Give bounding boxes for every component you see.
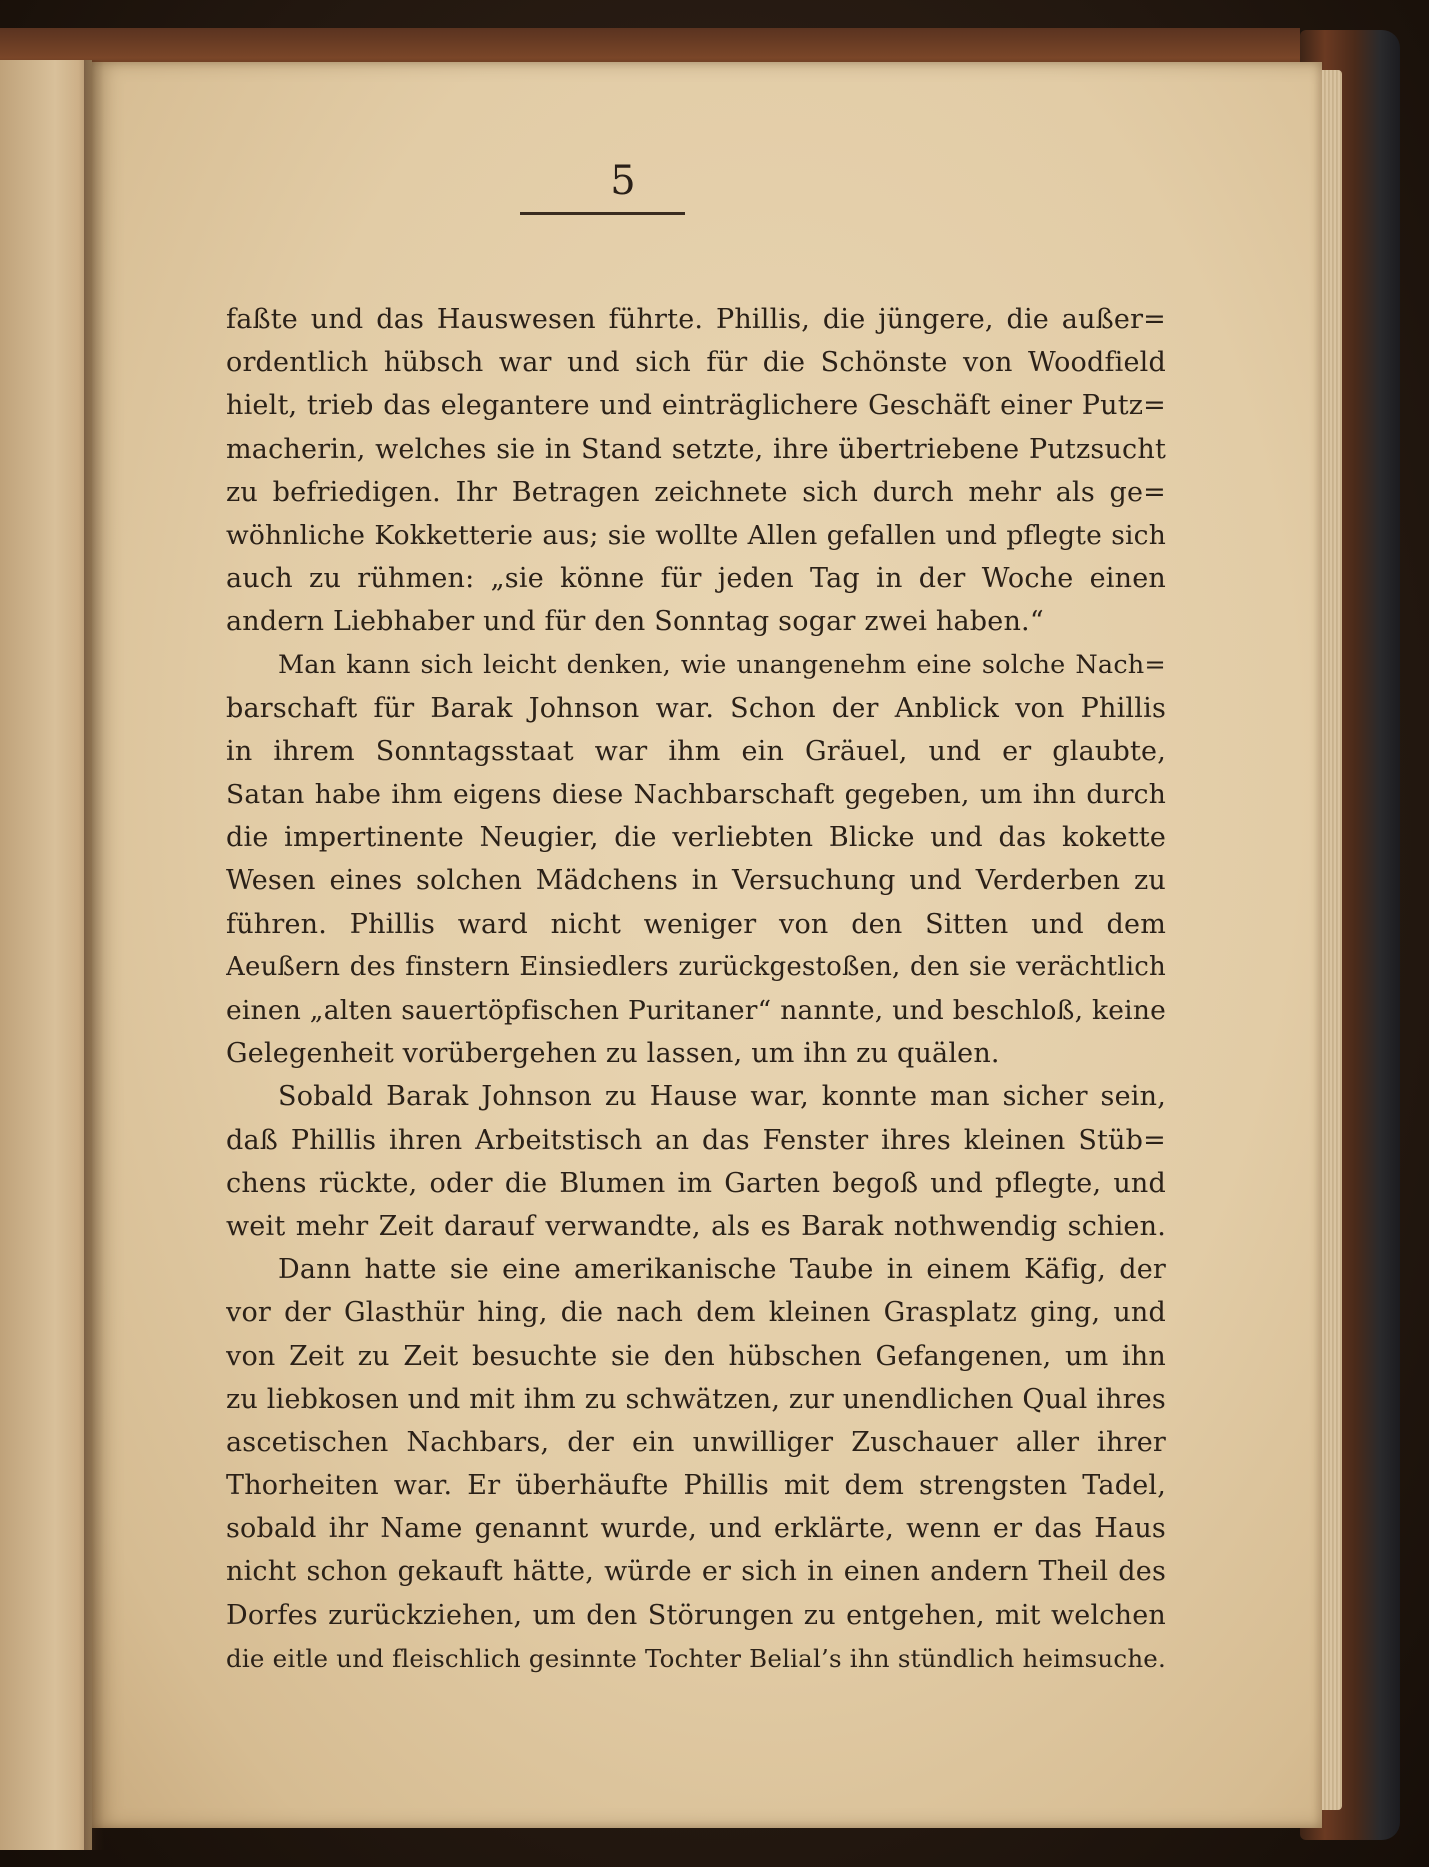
text-line: Wesen eines solchen Mädchens in Versuchung und Verderben zu [226,865,1166,897]
page-number-rule [520,212,685,215]
paragraph [226,1248,1166,1680]
text-line: wöhnliche Kokketterie aus; sie wollte Allen gefallen und pflegte sich [226,519,1166,551]
text-line: weit mehr Zeit darauf verwandte, als es Barak nothwendig schien. [226,1210,1166,1242]
paragraph [226,298,1166,644]
text-line: barschaft für Barak Johnson war. Schon der Anblick von Phillis [226,692,1166,724]
text-line: Dann hatte sie eine amerikanische Taube in einem Käfig, der [278,1254,1166,1286]
text-line: vor der Glasthür hing, die nach dem kleinen Grasplatz ging, und [226,1297,1166,1329]
page-text [226,298,1166,1680]
text-line: andern Liebhaber und für den Sonntag sogar zwei haben.“ [226,606,1044,638]
text-line: macherin, welches sie in Stand setzte, ihre übertriebene Putzsucht [226,433,1166,465]
text-line: Sobald Barak Johnson zu Hause war, konnte man sicher sein, [278,1081,1166,1113]
text-line: hielt, trieb das elegantere und einträglichere Geschäft einer Putz= [226,390,1166,422]
text-line: ascetischen Nachbars, der ein unwilliger Zuschauer aller ihrer [226,1426,1166,1458]
text-line: in ihrem Sonntagsstaat war ihm ein Gräuel, und er glaubte, [226,735,1166,767]
text-line: Thorheiten war. Er überhäufte Phillis mit dem strengsten Tadel, [226,1470,1166,1502]
text-line: Gelegenheit vorübergehen zu lassen, um ihn zu quälen. [226,1038,1000,1070]
text-line: daß Phillis ihren Arbeitstisch an das Fenster ihres kleinen Stüb= [226,1124,1166,1156]
text-line: sobald ihr Name genannt wurde, und erklärte, wenn er das Haus [226,1513,1166,1545]
text-line: zu liebkosen und mit ihm zu schwätzen, zur unendlichen Qual ihres [226,1383,1166,1415]
text-line: von Zeit zu Zeit besuchte sie den hübschen Gefangenen, um ihn [226,1340,1166,1372]
text-line: die eitle und fleischlich gesinnte Tochter Belial’s ihn stündlich heimsuche. [226,1643,1166,1673]
facing-page-edge [0,60,92,1850]
text-line: Dorfes zurückziehen, um den Störungen zu entgehen, mit welchen [226,1599,1166,1631]
text-line: Satan habe ihm eigens diese Nachbarschaft gegeben, um ihn durch [226,779,1166,811]
text-line: führen. Phillis ward nicht weniger von den Sitten und dem [226,908,1166,940]
text-line: zu befriedigen. Ihr Betragen zeichnete sich durch mehr als ge= [226,476,1166,508]
paragraph [226,1075,1166,1248]
page-number: 5 [610,158,636,204]
text-line: Man kann sich leicht denken, wie unangenehm eine solche Nach= [278,649,1166,680]
page-gutter-shadow [84,60,104,1850]
text-line: Aeußern des finstern Einsiedlers zurückgestoßen, den sie verächtlich [226,951,1166,982]
paragraph [226,644,1166,1076]
text-line: auch zu rühmen: „sie könne für jeden Tag in der Woche einen [226,563,1166,595]
text-line: einen „alten sauertöpfischen Puritaner“ nannte, und beschloß, keine [226,995,1166,1026]
book-page [92,62,1322,1828]
text-line: nicht schon gekauft hätte, würde er sich in einen andern Theil des [226,1556,1166,1588]
text-line: faßte und das Hauswesen führte. Phillis, die jüngere, die außer= [226,304,1166,335]
text-line: ordentlich hübsch war und sich für die Schönste von Woodfield [226,347,1166,379]
text-line: chens rückte, oder die Blumen im Garten begoß und pflegte, und [226,1167,1166,1199]
text-line: die impertinente Neugier, die verliebten Blicke und das kokette [226,822,1166,854]
